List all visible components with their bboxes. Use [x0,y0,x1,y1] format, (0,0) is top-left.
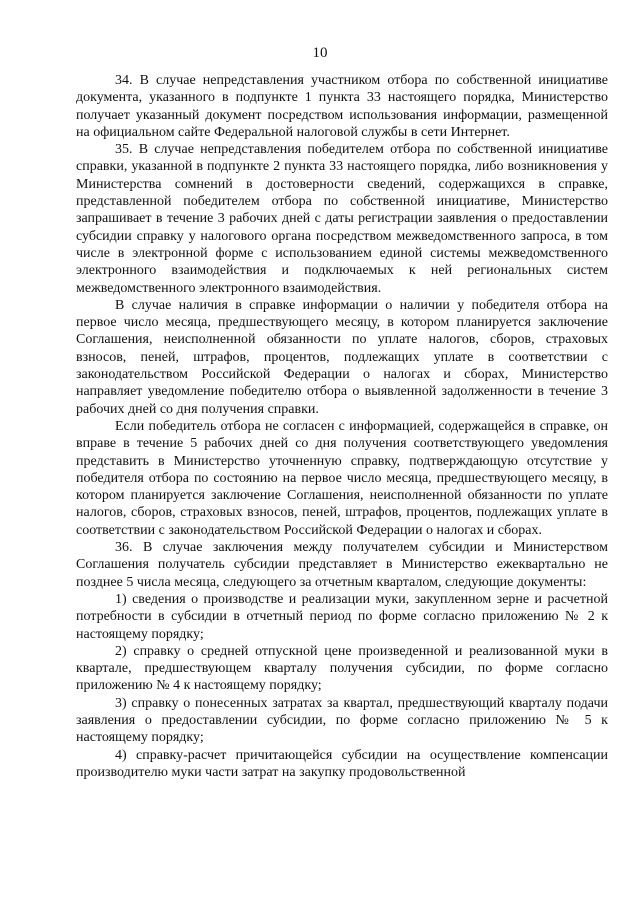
list-item-3: 3) справку о понесенных затратах за квартал, предшествующий кварталу подачи заявления о предоставлении субсидии, по форме согласно приложению № 5 к настоящему порядку; [76,695,608,746]
paragraph-35: 35. В случае непредставления победителем отбора по собственной инициативе справки, указанной в подпункте 2 пункта 33 настоящего порядка, либо возникновения у Министерства сомнений в достоверности сведений, содержащихся в справке, представленной победителем отбора по собственной инициативе, Министерство запрашивает в течение 3 рабочих дней с даты регистрации заявления о предоставлении субсидии справку у налогового органа посредством межведомственного запроса, в том числе в электронной форме с использованием единой системы межведомственного электронного взаимодействия и подключаемых к ней региональных систем межведомственного электронного взаимодействия. [76,142,608,296]
list-item-1: 1) сведения о производстве и реализации муки, закупленном зерне и расчетной потребности в субсидии в отчетный период по форме согласно приложению № 2 к настоящему порядку; [76,591,608,642]
paragraph-36: 36. В случае заключения между получателем субсидии и Министерством Соглашения получатель субсидии представляет в Министерство ежеквартально не позднее 5 числа месяца, следующего за отчетным кварталом, следующие документы: [76,540,608,590]
paragraph-debt-info: В случае наличия в справке информации о наличии у победителя отбора на первое число месяца, предшествующего месяцу, в котором планируется заключение Соглашения, неисполненной обязанности по уплате налогов, сборов, страховых взносов, пеней, штрафов, процентов, подлежащих уплате в соответствии с законодательством Российской Федерации о налогах и сборах, Министерство направляет уведомление победителю отбора о выявленной задолженности в течение 3 рабочих дней со дня получения справки. [76,297,608,417]
list-item-4: 4) справку-расчет причитающейся субсидии на осуществление компенсации производителю муки части затрат на закупку продовольственной [76,747,608,780]
document-body [76,72,608,781]
paragraph-34: 34. В случае непредставления участником отбора по собственной инициативе документа, указанного в подпункте 1 пункта 33 настоящего порядка, Министерство получает указанный документ посредством использования информации, размещенной на официальном сайте Федеральной налоговой службы в сети Интернет. [76,73,608,140]
page-number: 10 [312,45,328,61]
list-item-2: 2) справку о средней отпускной цене произведенной и реализованной муки в квартале, предшествующем кварталу получения субсидии, по форме согласно приложению № 4 к настоящему порядку; [76,643,608,694]
paragraph-disagreement: Если победитель отбора не согласен с информацией, содержащейся в справке, он вправе в течение 5 рабочих дней со дня получения соответствующего уведомления представить в Министерство уточненную справку, подтверждающую отсутствие у победителя отбора по состоянию на первое число месяца, предшествующего месяцу, в котором планируется заключение Соглашения, неисполненной обязанности по уплате налогов, сборов, страховых взносов, пеней, штрафов, процентов, подлежащих уплате в соответствии с законодательством Российской Федерации о налогах и сборах. [76,418,608,538]
